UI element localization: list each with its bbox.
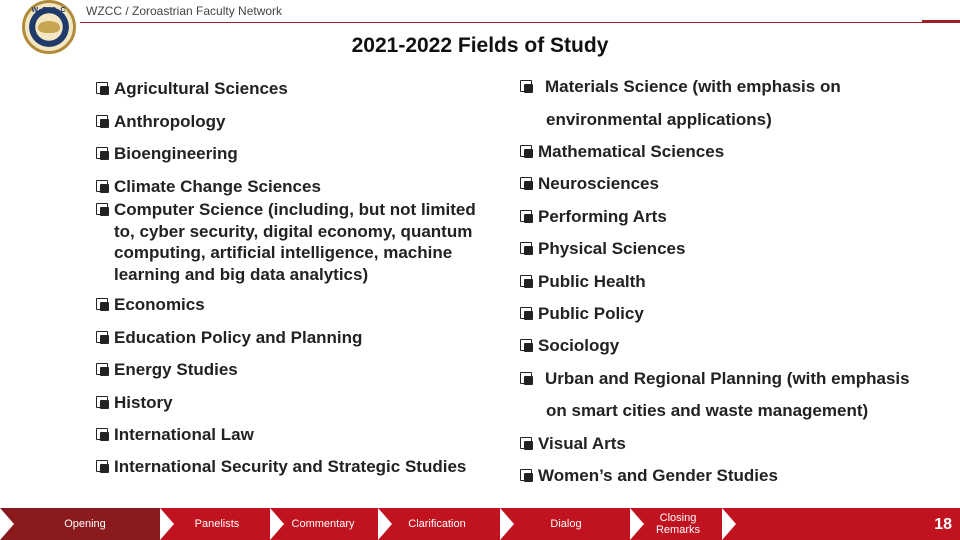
list-item (96, 359, 238, 381)
list-item-label: International Security and Strategic Studies (114, 457, 467, 476)
checkbox-bullet-icon (520, 469, 533, 482)
list-item (96, 327, 362, 349)
list-item-label: Urban and Regional Planning (with emphasis (545, 369, 910, 388)
list-item (96, 424, 254, 446)
checkbox-bullet-icon (520, 177, 533, 190)
agenda-step-dialog[interactable]: Dialog (550, 518, 582, 530)
list-item (96, 176, 321, 198)
header-accent-bar (922, 20, 960, 23)
checkbox-bullet-icon (520, 210, 533, 223)
checkbox-bullet-icon (520, 372, 533, 385)
page-number: 18 (934, 516, 952, 533)
list-item-label: Neurosciences (538, 174, 659, 193)
list-item-label: Mathematical Sciences (538, 142, 725, 161)
list-item-label: Physical Sciences (538, 239, 686, 258)
agenda-step-closing-remarks[interactable]: Closing Remarks (655, 512, 700, 536)
list-item-continuation: learning and big data analytics) (114, 265, 369, 284)
checkbox-bullet-icon (96, 363, 109, 376)
list-item-continuation: computing, artificial intelligence, machine (114, 243, 453, 262)
agenda-step-opening[interactable]: Opening (64, 518, 106, 530)
checkbox-bullet-icon (520, 437, 533, 450)
chevron-icon (0, 508, 14, 540)
list-item-label: Public Policy (538, 304, 644, 323)
logo-lettering: W·Z·C·C (31, 7, 67, 14)
list-item (520, 433, 626, 455)
list-item (520, 465, 778, 487)
header-divider (80, 22, 922, 23)
checkbox-bullet-icon (96, 396, 109, 409)
checkbox-bullet-icon (520, 145, 533, 158)
chevron-icon (722, 508, 736, 540)
list-item-label: Energy Studies (114, 360, 238, 379)
checkbox-bullet-icon (96, 331, 109, 344)
list-item-label: Performing Arts (538, 207, 667, 226)
list-item-label: History (114, 393, 173, 412)
list-item (520, 271, 646, 293)
checkbox-bullet-icon (520, 242, 533, 255)
list-item-label: Materials Science (with emphasis on (545, 77, 841, 96)
list-item (96, 392, 173, 414)
list-item (96, 199, 476, 221)
list-item (520, 76, 841, 98)
list-item-label: Anthropology (114, 112, 226, 131)
list-item (96, 456, 466, 478)
list-item (520, 368, 910, 390)
slide-title: 2021-2022 Fields of Study (351, 34, 609, 57)
checkbox-bullet-icon (96, 147, 109, 160)
list-item (520, 206, 667, 228)
list-item-label: Computer Science (including, but not limited (114, 200, 476, 219)
list-item-continuation: on smart cities and waste management) (546, 401, 869, 420)
chevron-icon (378, 508, 392, 540)
list-item (520, 173, 659, 195)
checkbox-bullet-icon (96, 115, 109, 128)
chevron-icon (270, 508, 284, 540)
checkbox-bullet-icon (520, 339, 533, 352)
organization-name: WZCC / Zoroastrian Faculty Network (86, 4, 283, 18)
list-item-label: Economics (114, 295, 205, 314)
checkbox-bullet-icon (520, 275, 533, 288)
list-item-label: Agricultural Sciences (114, 79, 288, 98)
checkbox-bullet-icon (96, 180, 109, 193)
checkbox-bullet-icon (520, 80, 533, 93)
chevron-icon (500, 508, 514, 540)
checkbox-bullet-icon (96, 298, 109, 311)
list-item-continuation: environmental applications) (546, 110, 772, 129)
chevron-icon (630, 508, 644, 540)
faravahar-icon (38, 21, 60, 33)
list-item (520, 335, 619, 357)
list-item-label: Women’s and Gender Studies (538, 466, 778, 485)
agenda-step-commentary[interactable]: Commentary (291, 518, 355, 530)
list-item-label: Sociology (538, 336, 620, 355)
list-item-label: Climate Change Sciences (114, 177, 321, 196)
list-item (96, 111, 225, 133)
list-item (96, 78, 288, 100)
checkbox-bullet-icon (520, 307, 533, 320)
chevron-icon (160, 508, 174, 540)
list-item-label: Visual Arts (538, 434, 626, 453)
agenda-step-panelists[interactable]: Panelists (194, 518, 240, 530)
list-item-label: International Law (114, 425, 254, 444)
list-item (520, 141, 724, 163)
list-item-continuation: to, cyber security, digital economy, quantum (114, 222, 473, 241)
agenda-footer (0, 508, 960, 540)
list-item-label: Education Policy and Planning (114, 328, 363, 347)
list-item (96, 294, 205, 316)
list-item-label: Bioengineering (114, 144, 238, 163)
list-item (520, 238, 685, 260)
checkbox-bullet-icon (96, 428, 109, 441)
list-item (520, 303, 644, 325)
checkbox-bullet-icon (96, 203, 109, 216)
checkbox-bullet-icon (96, 460, 109, 473)
list-item-label: Public Health (538, 272, 646, 291)
checkbox-bullet-icon (96, 82, 109, 95)
agenda-step-clarification[interactable]: Clarification (408, 518, 466, 530)
list-item (96, 143, 238, 165)
